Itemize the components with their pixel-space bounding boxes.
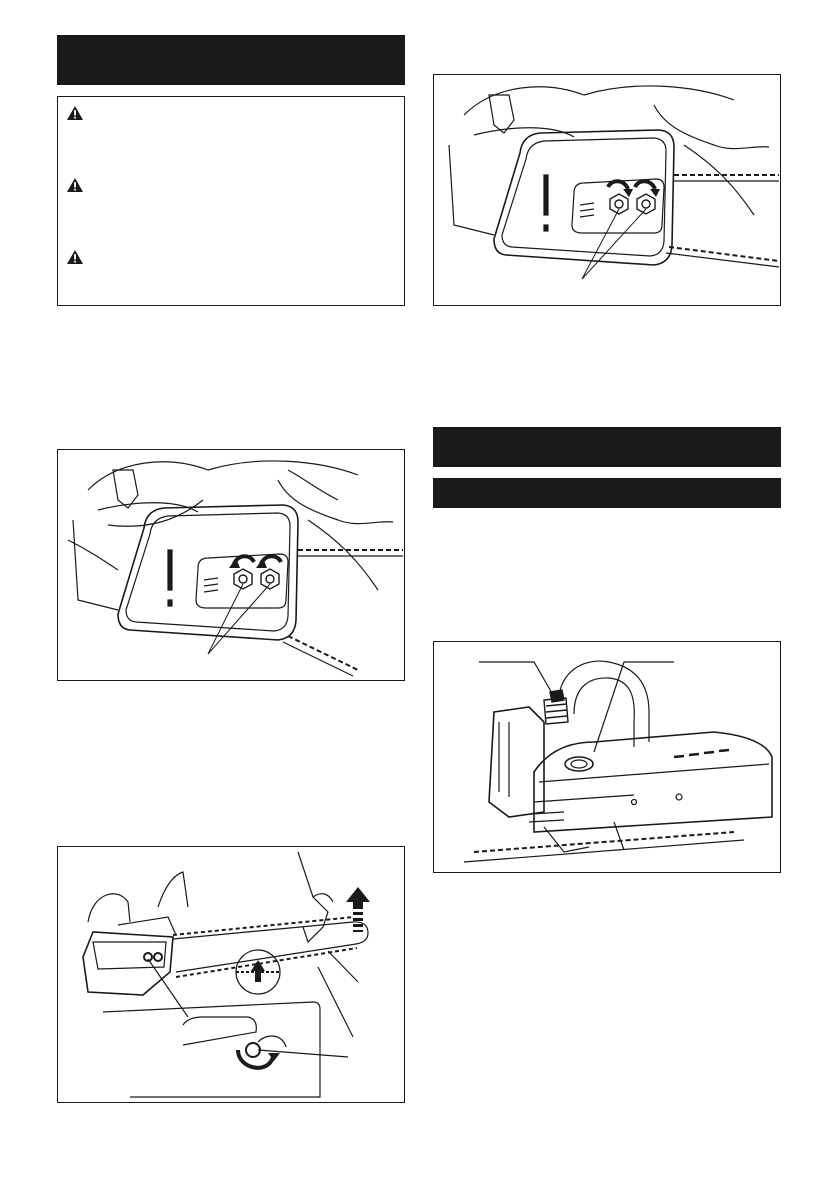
warning-triangle-icon (66, 177, 84, 193)
section-heading-bar-right (433, 427, 781, 467)
figure-oil-tank-cap (433, 641, 781, 873)
nut-left (234, 569, 252, 589)
figure-sprocket-cover-loosen (57, 449, 405, 681)
figure-chain-tension (57, 846, 405, 1103)
sub-heading-bar-right (433, 478, 781, 508)
warning-box (57, 96, 405, 306)
sprocket-cover-tighten-illustration (434, 75, 780, 305)
sprocket-cover-illustration (58, 450, 404, 680)
section-heading-bar-left (57, 35, 405, 85)
chain-tension-illustration (58, 847, 404, 1102)
oil-tank-illustration (434, 642, 780, 872)
warning-triangle-icon (66, 105, 84, 121)
oil-cap (544, 690, 568, 724)
figure-sprocket-cover-tighten (433, 74, 781, 306)
nut-right (261, 569, 279, 589)
warning-triangle-icon (66, 249, 84, 265)
